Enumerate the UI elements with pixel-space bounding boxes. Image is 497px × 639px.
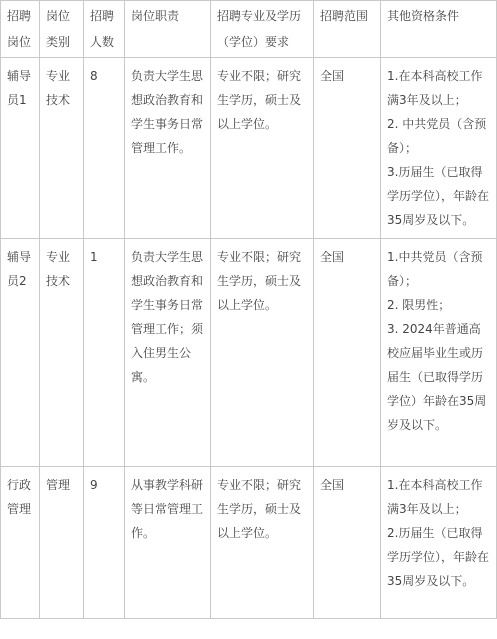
cell-count: 9	[84, 467, 125, 619]
condition-item: 1.中共党员（含预备）；	[387, 250, 483, 288]
table-row	[1, 58, 497, 239]
cell-duty: 负责大学生思想政治教育和学生事务日常管理工作。	[125, 58, 211, 239]
cell-conditions	[381, 58, 497, 239]
condition-item: 3.历届生（已取得学历学位），年龄在35周岁及以下。	[387, 165, 490, 227]
condition-item: 2. 中共党员（含预备）；	[387, 117, 487, 155]
cell-conditions	[381, 239, 497, 467]
condition-item: 3. 2024年普通高校应届毕业生或历届生（已取得学历学位）年龄在35周岁及以下。	[387, 322, 487, 432]
header-post: 招聘岗位	[1, 1, 40, 58]
cell-requirement: 专业不限；研究生学历，硕士及以上学位。	[211, 239, 314, 467]
cell-scope: 全国	[314, 467, 381, 619]
condition-item: 2.历届生（已取得学历学位），年龄在35周岁及以下。	[387, 526, 490, 588]
header-count: 招聘人数	[84, 1, 125, 58]
table-row	[1, 467, 497, 619]
header-duty: 岗位职责	[125, 1, 211, 58]
header-requirement: 招聘专业及学历（学位）要求	[211, 1, 314, 58]
cell-category: 专业技术	[40, 58, 84, 239]
table-row	[1, 239, 497, 467]
cell-category: 管理	[40, 467, 84, 619]
cell-conditions	[381, 467, 497, 619]
cell-scope: 全国	[314, 239, 381, 467]
cell-category: 专业技术	[40, 239, 84, 467]
header-conditions: 其他资格条件	[381, 1, 497, 58]
cell-count: 8	[84, 58, 125, 239]
table-header-row	[1, 1, 497, 58]
cell-duty: 从事教学科研等日常管理工作。	[125, 467, 211, 619]
cell-requirement: 专业不限；研究生学历，硕士及以上学位。	[211, 467, 314, 619]
cell-post: 行政管理	[1, 467, 40, 619]
cell-scope: 全国	[314, 58, 381, 239]
cell-post: 辅导员1	[1, 58, 40, 239]
cell-requirement: 专业不限；研究生学历，硕士及以上学位。	[211, 58, 314, 239]
cell-count: 1	[84, 239, 125, 467]
header-category: 岗位类别	[40, 1, 84, 58]
header-scope: 招聘范围	[314, 1, 381, 58]
cell-post: 辅导员2	[1, 239, 40, 467]
cell-duty: 负责大学生思想政治教育和学生事务日常管理工作；须入住男生公寓。	[125, 239, 211, 467]
condition-item: 1.在本科高校工作满3年及以上；	[387, 478, 483, 516]
condition-item: 1.在本科高校工作满3年及以上；	[387, 69, 483, 107]
condition-item: 2. 限男性；	[387, 298, 451, 312]
